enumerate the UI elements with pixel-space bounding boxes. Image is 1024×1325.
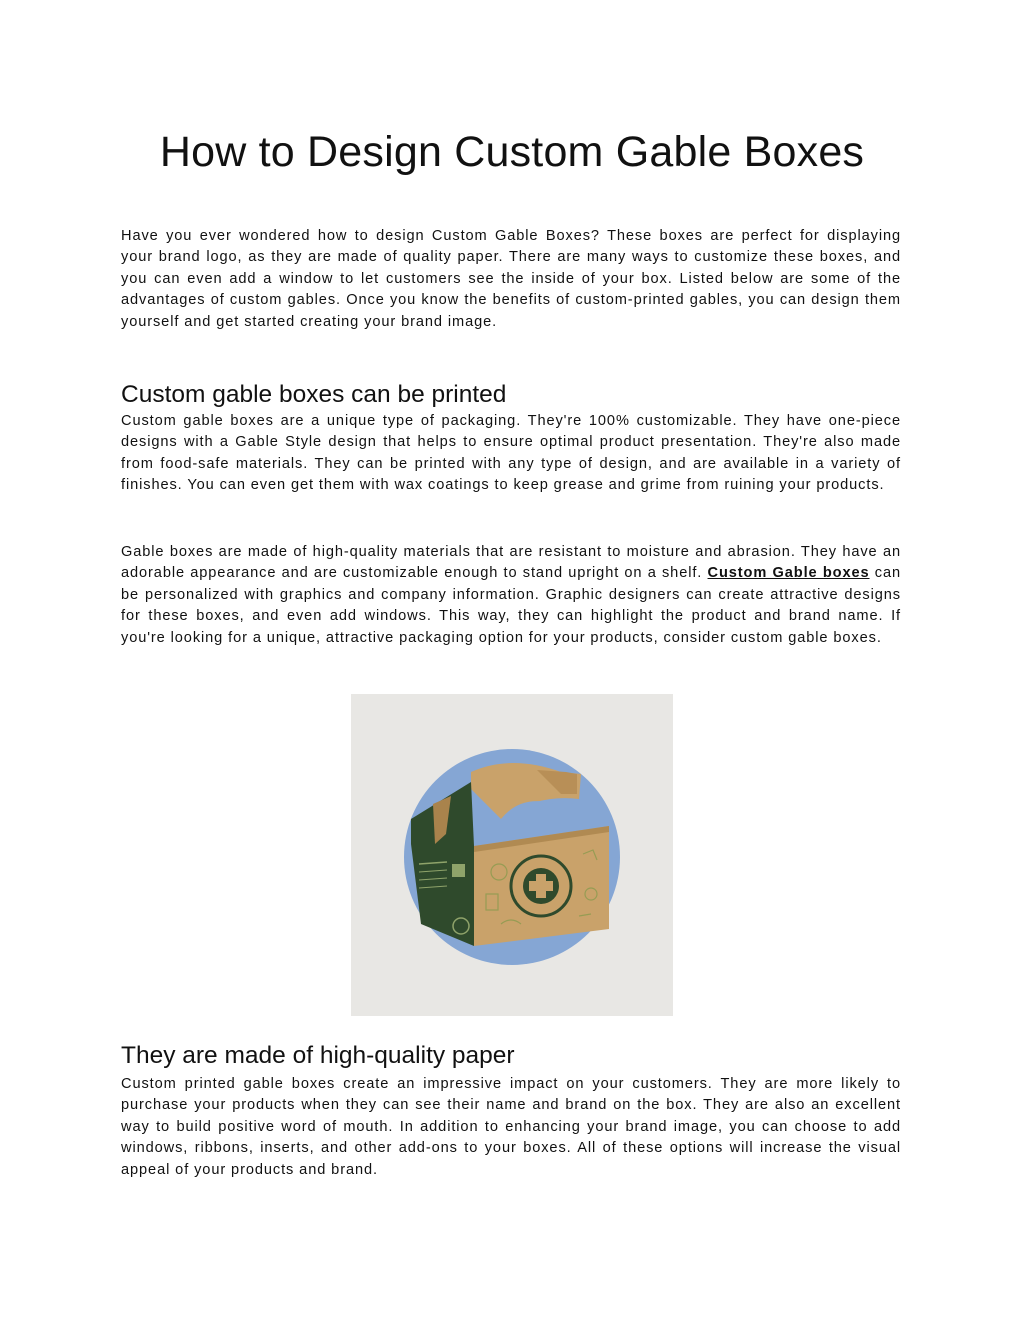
section-heading-quality-paper: They are made of high-quality paper	[121, 1042, 515, 1069]
paragraph-text-before-link: Gable boxes are made of high-quality materials that are resistant to moisture and abrasion. They have an adorable appearance and are customizable enough to stand upright on a shelf.	[121, 544, 901, 582]
section-quality-paper-paragraph: Custom printed gable boxes create an impressive impact on your customers. They are more likely to purchase your products when they can see their name and brand on the box. They are also an excellent way to build positive word of mouth. In addition to enhancing your brand image, you can choose to add windows, ribbons, inserts, and other add-ons to your boxes. All of these options will increase the visual appeal of your products and brand.	[121, 1076, 901, 1178]
disaster-plasters-logo	[511, 856, 571, 916]
page-title: How to Design Custom Gable Boxes	[159, 128, 865, 176]
gable-box-image	[351, 694, 673, 1016]
section-heading-printed: Custom gable boxes can be printed	[121, 381, 507, 408]
paragraph-text-after-link: can be personalized with graphics and company information. Graphic designers can create attractive designs for these boxes, and even add windows. This way, they can highlight the product and brand name. If you're looking for a unique, attractive packaging option for your products, consider custom gable boxes.	[121, 565, 902, 646]
section-printed-paragraph-1: Custom gable boxes are a unique type of packaging. They're 100% customizable. They have one-piece designs with a Gable Style design that helps to ensure optimal product presentation. They're also made from food-safe materials. They can be printed with any type of design, and are available in a variety of finishes. You can even get them with wax coatings to keep grease and grime from ruining your products.	[121, 413, 901, 494]
custom-gable-boxes-link[interactable]: Custom Gable boxes	[707, 565, 870, 582]
gable-box-illustration	[351, 694, 673, 1016]
qr-code	[452, 864, 465, 877]
intro-paragraph: Have you ever wondered how to design Custom Gable Boxes? These boxes are perfect for displaying your brand logo, as they are made of quality paper. There are many ways to customize these boxes, and you can even add a window to let customers see the inside of your box. Listed below are some of the advantages of custom gables. Once you know the benefits of custom-printed gables, you can design them yourself and get started creating your brand image.	[121, 228, 901, 330]
section-printed-paragraph-2	[121, 542, 901, 649]
